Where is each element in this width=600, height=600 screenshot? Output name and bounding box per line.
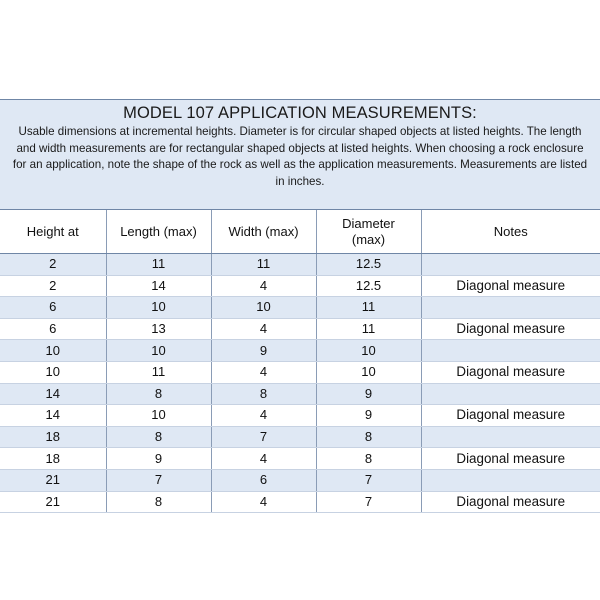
sheet-header [0,100,600,210]
cell-width: 9 [211,340,316,362]
table-body [0,254,600,513]
cell-length: 10 [106,297,211,319]
cell-height: 21 [0,491,106,513]
table-row [0,383,600,405]
cell-width: 6 [211,469,316,491]
cell-width: 4 [211,318,316,340]
cell-notes [421,340,600,362]
cell-height: 21 [0,469,106,491]
cell-width: 7 [211,426,316,448]
cell-diameter: 8 [316,448,421,470]
cell-width: 8 [211,383,316,405]
cell-width: 4 [211,275,316,297]
cell-length: 10 [106,405,211,427]
cell-width: 4 [211,405,316,427]
cell-diameter: 12.5 [316,275,421,297]
cell-notes [421,469,600,491]
cell-width: 4 [211,491,316,513]
cell-diameter: 8 [316,426,421,448]
table-row [0,361,600,383]
table-row [0,448,600,470]
cell-notes: Diagonal measure [421,405,600,427]
cell-height: 14 [0,405,106,427]
measurements-sheet [0,99,600,513]
table-row [0,426,600,448]
cell-height: 14 [0,383,106,405]
cell-height: 2 [0,275,106,297]
cell-length: 8 [106,426,211,448]
cell-diameter: 12.5 [316,254,421,276]
cell-width: 4 [211,448,316,470]
cell-length: 13 [106,318,211,340]
cell-width: 11 [211,254,316,276]
cell-width: 4 [211,361,316,383]
measurements-table [0,210,600,513]
table-row [0,405,600,427]
cell-notes: Diagonal measure [421,361,600,383]
cell-length: 11 [106,361,211,383]
cell-notes: Diagonal measure [421,491,600,513]
cell-notes [421,297,600,319]
cell-length: 9 [106,448,211,470]
table-row [0,491,600,513]
table-row [0,254,600,276]
table-row [0,318,600,340]
table-row [0,469,600,491]
document-title: MODEL 107 APPLICATION MEASUREMENTS: [123,104,477,122]
cell-length: 8 [106,383,211,405]
cell-height: 18 [0,448,106,470]
cell-height: 6 [0,318,106,340]
cell-notes [421,254,600,276]
column-header-diameter-text: Diameter (max) [342,215,395,247]
cell-height: 10 [0,340,106,362]
column-header-width: Width (max) [211,210,316,254]
cell-diameter: 10 [316,340,421,362]
cell-length: 8 [106,491,211,513]
table-row [0,275,600,297]
cell-notes: Diagonal measure [421,275,600,297]
column-header-notes: Notes [421,210,600,254]
cell-width: 10 [211,297,316,319]
cell-height: 18 [0,426,106,448]
cell-length: 7 [106,469,211,491]
cell-diameter: 11 [316,318,421,340]
cell-height: 6 [0,297,106,319]
cell-diameter: 9 [316,405,421,427]
cell-notes [421,383,600,405]
cell-notes: Diagonal measure [421,448,600,470]
cell-notes: Diagonal measure [421,318,600,340]
table-header-row [0,210,600,254]
cell-length: 10 [106,340,211,362]
cell-height: 10 [0,361,106,383]
document-description: Usable dimensions at incremental heights. Diameter is for circular shaped objects at listed heights. The length and width measurements are for rectangular shaped objects at listed heights. When choosing a rock enclosure for an application, note the shape of the rock as well as the application measurements. Measurements are listed in inches. [12,125,588,188]
cell-diameter: 7 [316,491,421,513]
cell-diameter: 9 [316,383,421,405]
table-row [0,340,600,362]
column-header-height: Height at [0,210,106,254]
cell-diameter: 11 [316,297,421,319]
cell-length: 14 [106,275,211,297]
cell-diameter: 10 [316,361,421,383]
column-header-length: Length (max) [106,210,211,254]
cell-height: 2 [0,254,106,276]
cell-diameter: 7 [316,469,421,491]
column-header-diameter [316,210,421,254]
cell-length: 11 [106,254,211,276]
cell-notes [421,426,600,448]
table-row [0,297,600,319]
